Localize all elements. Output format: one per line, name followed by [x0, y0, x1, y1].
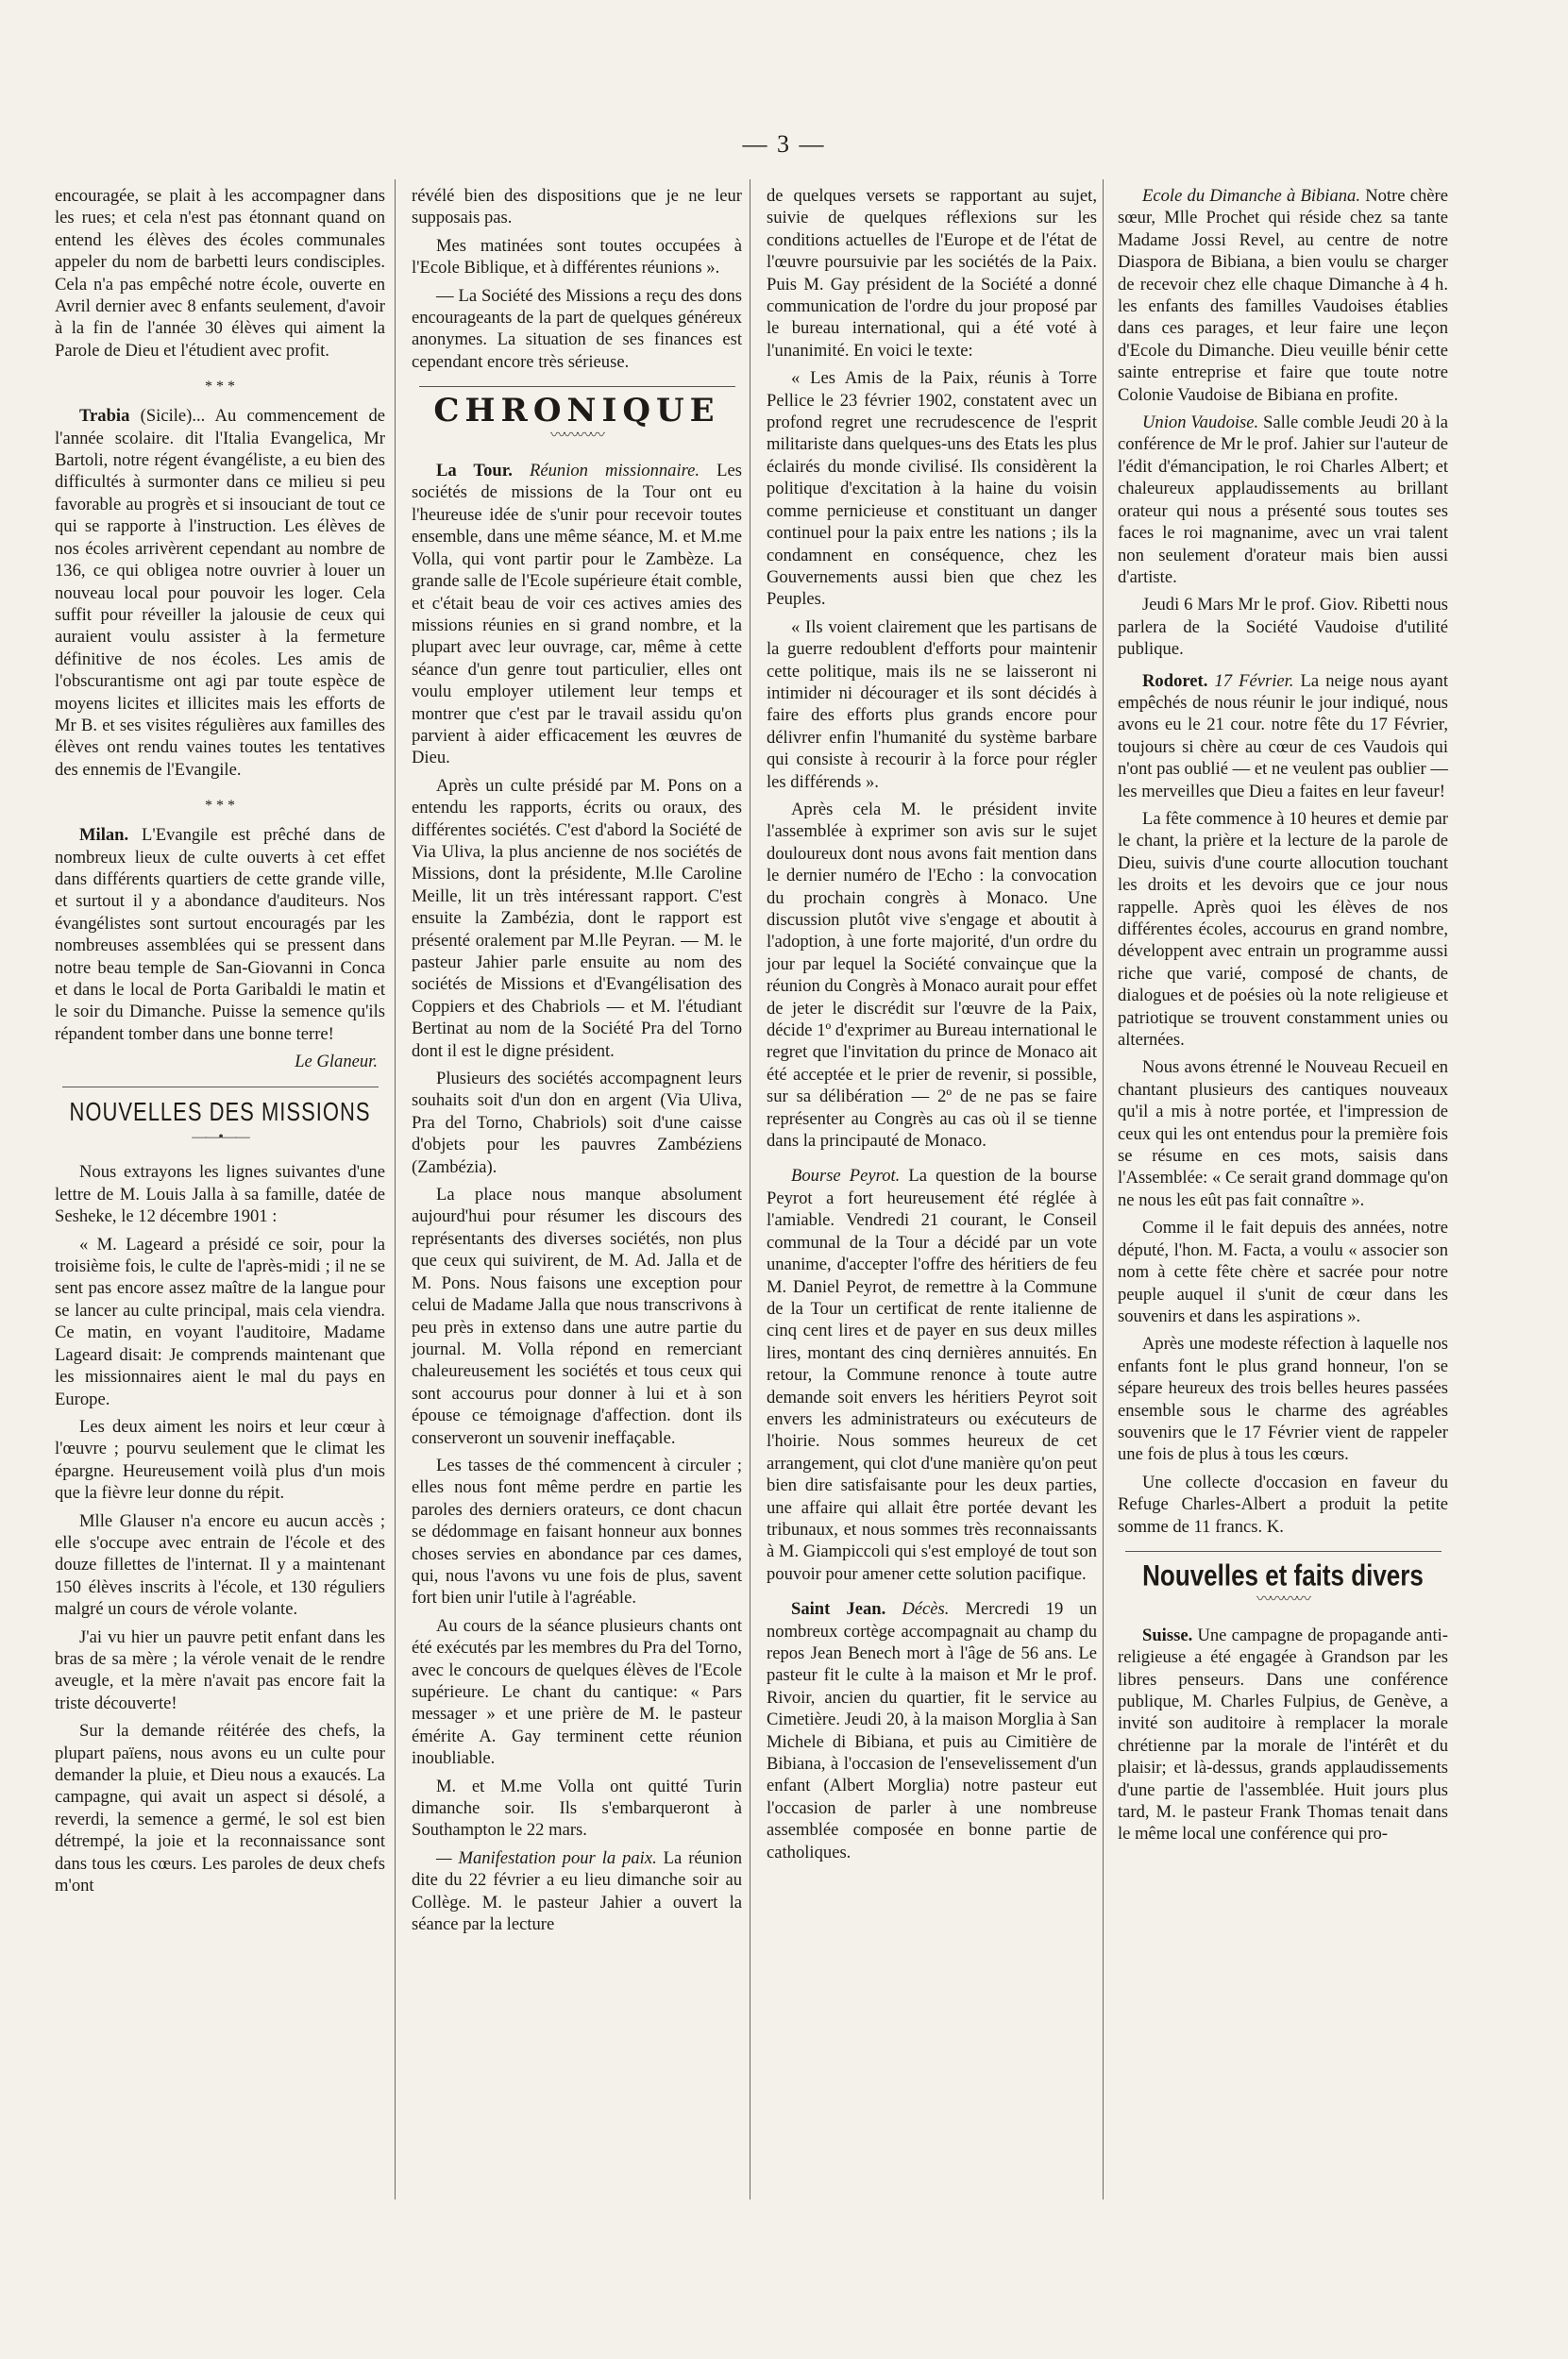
- place-heading: La Tour.: [436, 461, 513, 481]
- column-divider: [395, 179, 396, 2199]
- paragraph-milan: [55, 824, 385, 1045]
- section-title-chronique: CHRONIQUE: [433, 392, 720, 430]
- paragraph-ecole: [1118, 185, 1448, 406]
- subheading: Réunion missionnaire.: [512, 461, 700, 481]
- ornament: 〰〰〰〰: [549, 427, 603, 444]
- paragraph: [412, 1847, 742, 1936]
- subheading: Bourse Peyrot.: [791, 1166, 901, 1187]
- subheading: Ecole du Dimanche à Bibiana.: [1142, 186, 1360, 206]
- paragraph: J'ai vu hier un pauvre petit enfant dans les bras de sa mère ; la vérole venait de le rendre aveugle, et la mère n'avait pas encore fait la triste découverte!: [55, 1626, 385, 1713]
- separator: [1125, 1551, 1442, 1552]
- paragraph-text: Notre chère sœur, Mlle Prochet qui réside chez sa tante Madame Jossi Revel, au centre de notre Diaspora de Bibiana, a bien voulu se charger de recevoir chez elle chaque Dimanche à 4 h. les enfants des familles Vaudoises établies dans ces parages, et leur faire une leçon d'Ecole du Dimanche. Dieu veuille bénir cette sainte entreprise et faire que toute notre Colonie Vaudoise de Bibiana en profite.: [1118, 186, 1448, 405]
- paragraph: Plusieurs des sociétés accompagnent leurs souhaits soit d'un don en argent (Via Uliva, Pra del Torno, Chabriols) soit d'une caisse d'objets pour les pauvres Zambéziens (Zambézia).: [412, 1069, 742, 1177]
- paragraph-la-tour: [412, 460, 742, 769]
- paragraph: « Ils voient clairement que les partisans de la guerre redoublent d'efforts pour maintenir cette politique, mais ils ne se laisseront ni intimider ni décourager et ils sont décidés à faire des efforts plus grands encore pour délivrer enfin l'humanité du système barbare qui consiste à recourir à la force pour régler les différends ».: [767, 616, 1097, 792]
- paragraph: La place nous manque absolument aujourd'hui pour résumer les discours des représentants des diverses sociétés, non plus que ceux qui suivirent, de M. Ad. Jalla et de M. Pons. Nous faisons une exception pour celui de Madame Jalla que nous transcrivons à peu près in extenso dans une autre partie du journal. M. Volla répond en remerciant chaleureusement les sociétés et tous ceux qui sont accourus pour donner à lui et à son épouse ce témoignage d'affection. dont ils conserveront un souvenir ineffaçable.: [412, 1185, 742, 1448]
- paragraph-suisse: [1118, 1625, 1448, 1845]
- column-3: [767, 185, 1097, 1869]
- subheading: Union Vaudoise.: [1142, 413, 1259, 433]
- place-heading: Trabia: [79, 406, 130, 427]
- section-stars: * * *: [205, 798, 235, 815]
- paragraph: encouragée, se plait à les accompagner dans les rues; et cela n'est pas étonnant quand on entend les élèves des écoles communales appeler du nom de barbetti leurs condisciples. Cela n'a pas empêché notre école, ouverte en Avril dernier avec 8 enfants seulement, d'avoir à la fin de l'année 30 élèves qui aiment la Parole de Dieu et l'étudient avec profit.: [55, 186, 385, 361]
- subheading: Décès.: [885, 1599, 950, 1620]
- column-4: [1118, 185, 1448, 1851]
- paragraph: Comme il le fait depuis des années, notre député, l'hon. M. Facta, a voulu « associer son nom à cette fête chère et sacrée pour notre peuple auquel il s'unit de cœur dans les souvenirs et dans les aspirations ».: [1118, 1218, 1448, 1326]
- paragraph: Une collecte d'occasion en faveur du Refuge Charles-Albert a produit la petite somme de 11 francs. K.: [1118, 1472, 1448, 1537]
- subheading: 17 Février.: [1207, 670, 1294, 691]
- signature: Le Glaneur.: [295, 1052, 378, 1072]
- paragraph-text: La réunion dite du 22 février a eu lieu dimanche soir au Collège. M. le pasteur Jahier a ouvert la séance par la lecture: [412, 1847, 742, 1935]
- section-title-missions: NOUVELLES DES MISSIONS: [69, 1096, 371, 1126]
- subheading: — Manifestation pour la paix.: [436, 1847, 657, 1868]
- paragraph: Mes matinées sont toutes occupées à l'Ecole Biblique, et à différentes réunions ».: [412, 235, 742, 278]
- paragraph-trabia: [55, 405, 385, 781]
- paragraph-text: (Sicile)... Au commencement de l'année scolaire. dit l'Italia Evangelica, Mr Bartoli, notre régent évangéliste, a eu bien des difficultés à surmonter dans ce milieu si peu favorable au progrès et si insouciant de tout ce qui se rapporte à l'instruction. Les élèves de nos écoles arrivèrent cependant au nombre de 136, ce qui obligea notre ouvrier à louer un nouveau local pour pouvoir les loger. Cela suffit pour réveiller la jalousie de ceux qui auraient voulu assister à la fermeture définitive de nos écoles. Les amis de l'obscurantisme ont agi par toute espèce de moyens licites et illicites mais les efforts de Mr B. et ses visites régulières aux familles des élèves ont rendu vaines toutes les tentatives des ennemis de l'Evangile.: [55, 406, 385, 780]
- paragraph: révélé bien des dispositions que je ne leur supposais pas.: [412, 186, 742, 228]
- paragraph: « M. Lageard a présidé ce soir, pour la troisième fois, le culte de l'après-midi ; il ne se sent pas encore assez maître de la langue pour se lancer au culte principal, mais cela viendra. Ce matin, en voyant l'auditoire, Madame Lageard disait: Je comprends maintenant que les missionnaires aient le mal du pays en Europe.: [55, 1234, 385, 1409]
- section-stars: * * *: [205, 379, 235, 396]
- paragraph-union: [1118, 412, 1448, 588]
- paragraph: « Les Amis de la Paix, réunis à Torre Pellice le 23 février 1902, constatent avec un profond regret une recrudescence de l'esprit militariste dans quelques-uns des Etats les plus éclairés du monde civilisé. Ils considèrent la politique d'excitation à la haine du voisin comme pernicieuse et constituant un danger continuel pour la paix entre les nations ; ils la condamnent en conséquence, chez les Gouvernements aussi bien que chez les Peuples.: [767, 368, 1097, 610]
- place-heading: Suisse.: [1142, 1625, 1193, 1645]
- paragraph: Jeudi 6 Mars Mr le prof. Giov. Ribetti nous parlera de la Société Vaudoise d'utilité publique.: [1118, 595, 1448, 660]
- paragraph: Les deux aiment les noirs et leur cœur à l'œuvre ; pourvu seulement que le climat les épargne. Heureusement voilà plus d'un mois que la fièvre leur donne du répit.: [55, 1416, 385, 1504]
- paragraph-text: La neige nous ayant empêchés de nous réunir le jour indiqué, nous avons eu le 21 cour. notre fête du 17 Février, toujours si chère au cœur de ces Vaudois qui n'ont pas oublié — et ne veulent pas oublier — les merveilles que Dieu a faites en leur faveur!: [1118, 670, 1448, 801]
- place-heading: Milan.: [79, 825, 129, 846]
- paragraph-bourse: [767, 1165, 1097, 1585]
- paragraph: — La Société des Missions a reçu des dons encourageants de la part de quelques généreux anonymes. La situation de ses finances est cependant encore très sérieuse.: [412, 285, 742, 372]
- paragraph: Nous extrayons les lignes suivantes d'une lettre de M. Louis Jalla à sa famille, datée de Sesheke, le 12 décembre 1901 :: [55, 1162, 385, 1227]
- column-divider: [1103, 179, 1104, 2199]
- place-heading: Saint Jean.: [791, 1599, 886, 1620]
- paragraph: M. et M.me Volla ont quitté Turin dimanche soir. Ils s'embarqueront à Southampton le 22 mars.: [412, 1776, 742, 1841]
- section-title-faits-divers: Nouvelles et faits divers: [1142, 1558, 1424, 1592]
- paragraph: Après cela M. le président invite l'assemblée à exprimer son avis sur le sujet douloureux dont nous avons fait mention dans le dernier numéro de l'Echo : la convocation du prochain congrès à Monaco. Une discussion plutôt vive s'engage et aboutit à l'adoption, à une forte majorité, d'un ordre du jour par lequel la Société convainçue que la réunion du Congrès à Monaco aurait pour effet de jeter le discrédit sur l'œuvre de la Paix, décide 1º d'exprimer au Bureau international le regret que l'invitation du prince de Monaco ait été acceptée et le prier de revenir, si possible, sur sa délibération — 2º de ne pas se faire représenter au Congrès au cas où il se tienne dans la principauté de Monaco.: [767, 799, 1097, 1152]
- place-heading: Rodoret.: [1142, 670, 1208, 691]
- paragraph: Mlle Glauser n'a encore eu aucun accès ; elle s'occupe avec entrain de l'école et des douze fillettes de l'internat. Il y a maintenant 150 élèves inscrits à l'école, et 130 réguliers malgré un cours de vérole volante.: [55, 1510, 385, 1620]
- paragraph: Nous avons étrenné le Nouveau Recueil en chantant plusieurs des cantiques nouveaux qu'il a mis à notre portée, et l'impression de ceux qui les ont entendus pour la première fois se résume en ces mots, saisis dans l'Assemblée: « Ce serait grand dommage qu'on ne nous les eût pas fait connaître ».: [1118, 1057, 1448, 1210]
- paragraph: Sur la demande réitérée des chefs, la plupart païens, nous avons eu un culte pour demander la pluie, et Dieu nous a exaucés. La campagne, qui avait un aspect si désolé, a reverdi, la semence a germé, le sol est bien détrempé, la joie et la reconnaissance sont dans tous les cœurs. Les paroles de deux chefs m'ont: [55, 1721, 385, 1896]
- paragraph-saint-jean: [767, 1598, 1097, 1863]
- page-number: — 3 —: [742, 130, 826, 158]
- paragraph: Après une modeste réfection à laquelle nos enfants font le plus grand honneur, l'on se sépare heureux des trois belles heures passées ensemble sous le charme des agréables souvenirs que le 17 Février vient de rappeler une fois de plus à tous les cœurs.: [1118, 1334, 1448, 1465]
- separator: [419, 386, 735, 387]
- paragraph: Au cours de la séance plusieurs chants ont été exécutés par les membres du Pra del Torno, avec le concours de quelques élèves de l'Ecole supérieure. Le chant du cantique: « Pars messager » et une prière de M. le pasteur émérite A. Gay terminent cette réunion inoubliable.: [412, 1615, 742, 1769]
- column-1: [55, 185, 385, 1902]
- paragraph-rodoret: [1118, 670, 1448, 802]
- paragraph: de quelques versets se rapportant au sujet, suivie de quelques réflexions sur les conditions actuelles de l'Europe et de l'état de l'œuvre poursuivie par les sociétés de la Paix. Puis M. Gay président de la Société a donné communication de l'ordre du jour proposé par le bureau international, qui a été voté à l'unanimité. En voici le texte:: [767, 186, 1097, 361]
- paragraph: La fête commence à 10 heures et demie par le chant, la prière et la lecture de la parole de Dieu, suivis d'une courte allocution touchant les droits et les devoirs que ce jour nous rappelle. Après quoi les élèves de nos différentes écoles, accourus en grand nombre, développent avec entrain un programme aussi riche que varié, composé de chants, de dialogues et de poésies où la note religieuse et patriotique se trouvent constamment unies ou alternées.: [1118, 808, 1448, 1051]
- paragraph-text: Une campagne de propagande anti-religieuse a été engagée à Grandson par les libres penseurs. Dans une conférence publique, M. Charles Fulpius, de Genève, a invité son auditoire à remplacer la morale chrétienne par la morale de l'intérêt et du plaisir; et là-dessus, grands applaudissements d'une partie de l'assemblée. Huit jours plus tard, M. le pasteur Frank Thomas tenait dans le même local une conférence qui pro-: [1118, 1625, 1448, 1845]
- column-2: [412, 185, 742, 1941]
- paragraph-text: Mercredi 19 un nombreux cortège accompagnait au champ du repos Jean Benech mort à l'âge de 56 ans. Le pasteur fit le culte à la maison et Mr le prof. Rivoir, ancien du quartier, fit le service au Cimetière. Jeudi 20, à la maison Morglia à San Michele di Bibiana, et puis au Cimitière de Bibiana, à l'occasion de l'ensevelissement d'un enfant (Albert Morglia) notre pasteur eut l'occasion de parler à une nombreuse assemblée composée en bonne partie de catholiques.: [767, 1599, 1097, 1862]
- paragraph-text: Les sociétés de missions de la Tour ont eu l'heureuse idée de s'unir pour recevoir toutes ensemble, dans une même séance, M. et M.me Volla, qui vont partir pour le Zambèze. La grande salle de l'Ecole supérieure était comble, et c'était beau de voir ces actives amies des missions réunies en si grand nombre, et la plupart avec leur ouvrage, car, même à cette séance d'un genre tout particulier, elles ont voulu employer utilement leur temps et montrer que c'est par le travail assidu qu'on parvient à aider efficacement les œuvres de Dieu.: [412, 461, 742, 768]
- paragraph: Après un culte présidé par M. Pons on a entendu les rapports, écrits ou oraux, des différentes sociétés. C'est d'abord la Société de Via Uliva, la plus ancienne de nos sociétés de Missions, dont la présidente, M.lle Caroline Meille, lit un très intéressant rapport. C'est ensuite la Zambézia, dont le rapport est présenté oralement par M.lle Peyran. — M. le pasteur Jahier parle ensuite au nom des sociétés de Missions et d'Evangélisation des Coppiers et des Chabriols — et M. l'étudiant Bertinat au nom de la Société Pra del Torno dont il est le digne président.: [412, 775, 742, 1061]
- paragraph-text: L'Evangile est prêché dans de nombreux lieux de culte ouverts à cet effet dans différents quartiers de cette grande ville, et surtout il y a abondance d'auditeurs. Nos évangélistes sont surtout encouragés par les nombreuses assemblées qui se pressent dans notre beau temple de San-Giovanni in Conca et dans le local de Porta Garibaldi le matin et le soir du Dimanche. Puisse la semence qu'ils répandent tomber dans une bonne terre!: [55, 825, 385, 1044]
- paragraph-text: La question de la bourse Peyrot a fort heureusement été réglée à l'amiable. Vendredi 21 courant, le Conseil communal de la Tour a décidé par un vote unanime, d'accepter l'offre des héritiers de feu M. Daniel Peyrot, de remettre à la Commune de la Tour un certificat de rente italienne de cinq cent lires et de payer en sus deux milles lires, montant des cinq dernières annuités. En retour, la Commune renonce à toute autre demande soit envers les héritiers Peyrot soit envers les administrateurs ou exécuteurs de l'hoirie. Nous sommes heureux de cet arrangement, qui clot d'une manière qu'on peut bien dire satisfaisante pour les deux parties, une affaire qui allait être portée devant les tribunaux, et nous sommes très reconnaissants à M. Giampiccoli qui s'est employé de tout son pouvoir pour amener cette solution pacifique.: [767, 1166, 1097, 1584]
- paragraph: Les tasses de thé commencent à circuler ; elles nous font même perdre en partie les paroles des derniers orateurs, ce dont chacun se dédommage en faisant honneur aux bonnes choses servies en abondance par ces dames, qui, nous l'avons vu une fois de plus, savent fort bien unir l'utile à l'agréable.: [412, 1455, 742, 1609]
- ornament: ——•——: [192, 1129, 248, 1146]
- paragraph-text: Salle comble Jeudi 20 à la conférence de Mr le prof. Jahier sur l'auteur de l'édit d'émancipation, le roi Charles Albert; et chaleureux applaudissements au brillant orateur qui nous a présenté sous toutes ses faces le roi magnanime, avec un vrai talent non seulement d'orateur mais bien aussi d'artiste.: [1118, 413, 1448, 587]
- ornament: 〰〰〰〰: [1256, 1592, 1309, 1609]
